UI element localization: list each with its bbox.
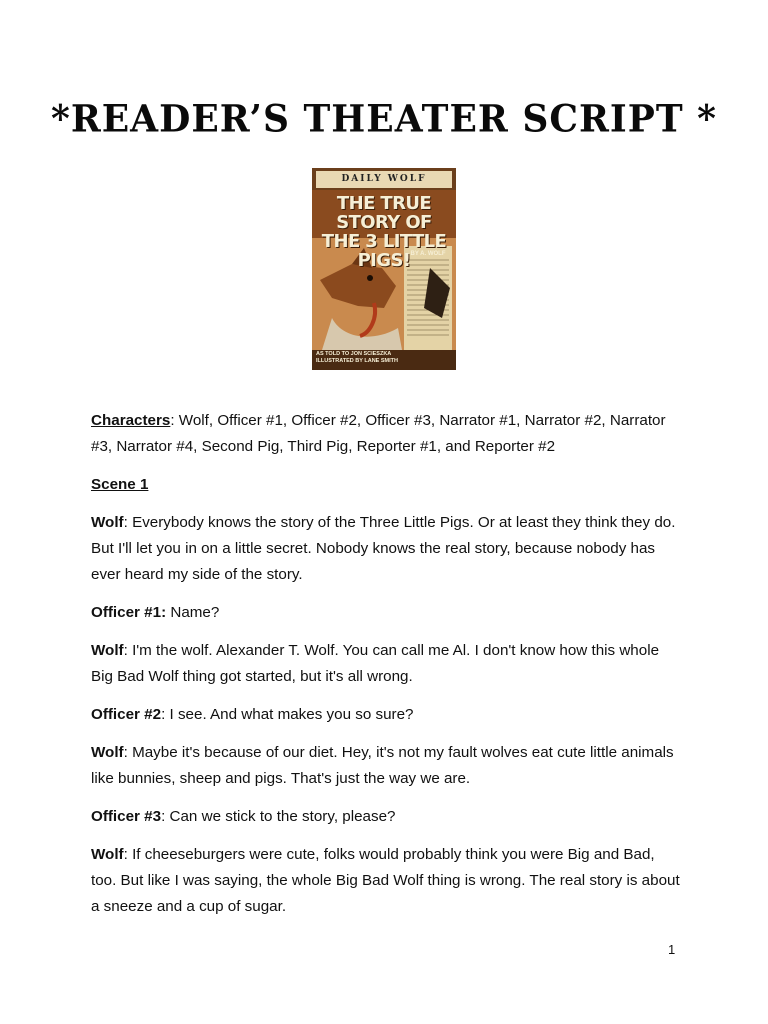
speaker-name: Officer #1: [91, 604, 167, 621]
speaker-name: Officer #2 [91, 706, 162, 723]
line-text: : Everybody knows the story of the Three Little Pigs. Or at least they think they do. But I'll let you in on a little secret. Nobody knows the real story, because nobody has ever heard my side of the story. [91, 514, 676, 583]
script-line [91, 702, 681, 728]
cover-credits [316, 351, 416, 365]
cover-title-line-2: THE 3 LITTLE PIGS! [321, 231, 447, 271]
cover-title-line-1: THE TRUE STORY OF [336, 193, 432, 233]
scene-heading [91, 472, 681, 498]
speaker-name: Wolf [91, 744, 124, 761]
page-title: *READER’S THEATER SCRIPT * [51, 96, 717, 142]
line-text: : Maybe it's because of our diet. Hey, it's not my fault wolves eat cute little animals like bunnies, sheep and pigs. That's just the way we are. [91, 744, 674, 787]
line-text: : Can we stick to the story, please? [161, 808, 396, 825]
scene-label: Scene 1 [91, 476, 149, 493]
characters-label: Characters [91, 412, 171, 429]
speaker-name: Wolf [91, 846, 124, 863]
line-text: : I see. And what makes you so sure? [161, 706, 414, 723]
cover-byline: BY A. WOLF [410, 251, 446, 257]
book-cover-image [312, 168, 456, 370]
line-text: Name? [166, 604, 220, 621]
speaker-name: Officer #3 [91, 808, 162, 825]
speaker-name: Wolf [91, 642, 124, 659]
cover-title [316, 194, 452, 270]
script-body [91, 408, 681, 932]
characters-paragraph [91, 408, 681, 460]
speaker-name: Wolf [91, 514, 124, 531]
cover-credit-line-2: ILLUSTRATED BY LANE SMITH [316, 358, 398, 364]
line-text: : I'm the wolf. Alexander T. Wolf. You can call me Al. I don't know how this whole Big Bad Wolf thing got started, but it's all wrong. [91, 642, 660, 685]
cover-credit-line-1: AS TOLD TO JON SCIESZKA [316, 351, 392, 357]
script-line [91, 510, 681, 588]
script-line [91, 638, 681, 690]
script-line [91, 600, 681, 626]
line-text: : If cheeseburgers were cute, folks would probably think you were Big and Bad, too. But like I was saying, the whole Big Bad Wolf thing is wrong. The real story is about a sneeze and a cup of sugar. [91, 846, 680, 915]
cover-masthead: DAILY WOLF [316, 171, 452, 188]
script-line [91, 740, 681, 792]
script-line [91, 804, 681, 830]
script-line [91, 842, 681, 920]
page-number: 1 [668, 942, 676, 957]
characters-list: : Wolf, Officer #1, Officer #2, Officer #3, Narrator #1, Narrator #2, Narrator #3, Narrator #4, Second Pig, Third Pig, Reporter #1, and Reporter #2 [91, 412, 666, 455]
